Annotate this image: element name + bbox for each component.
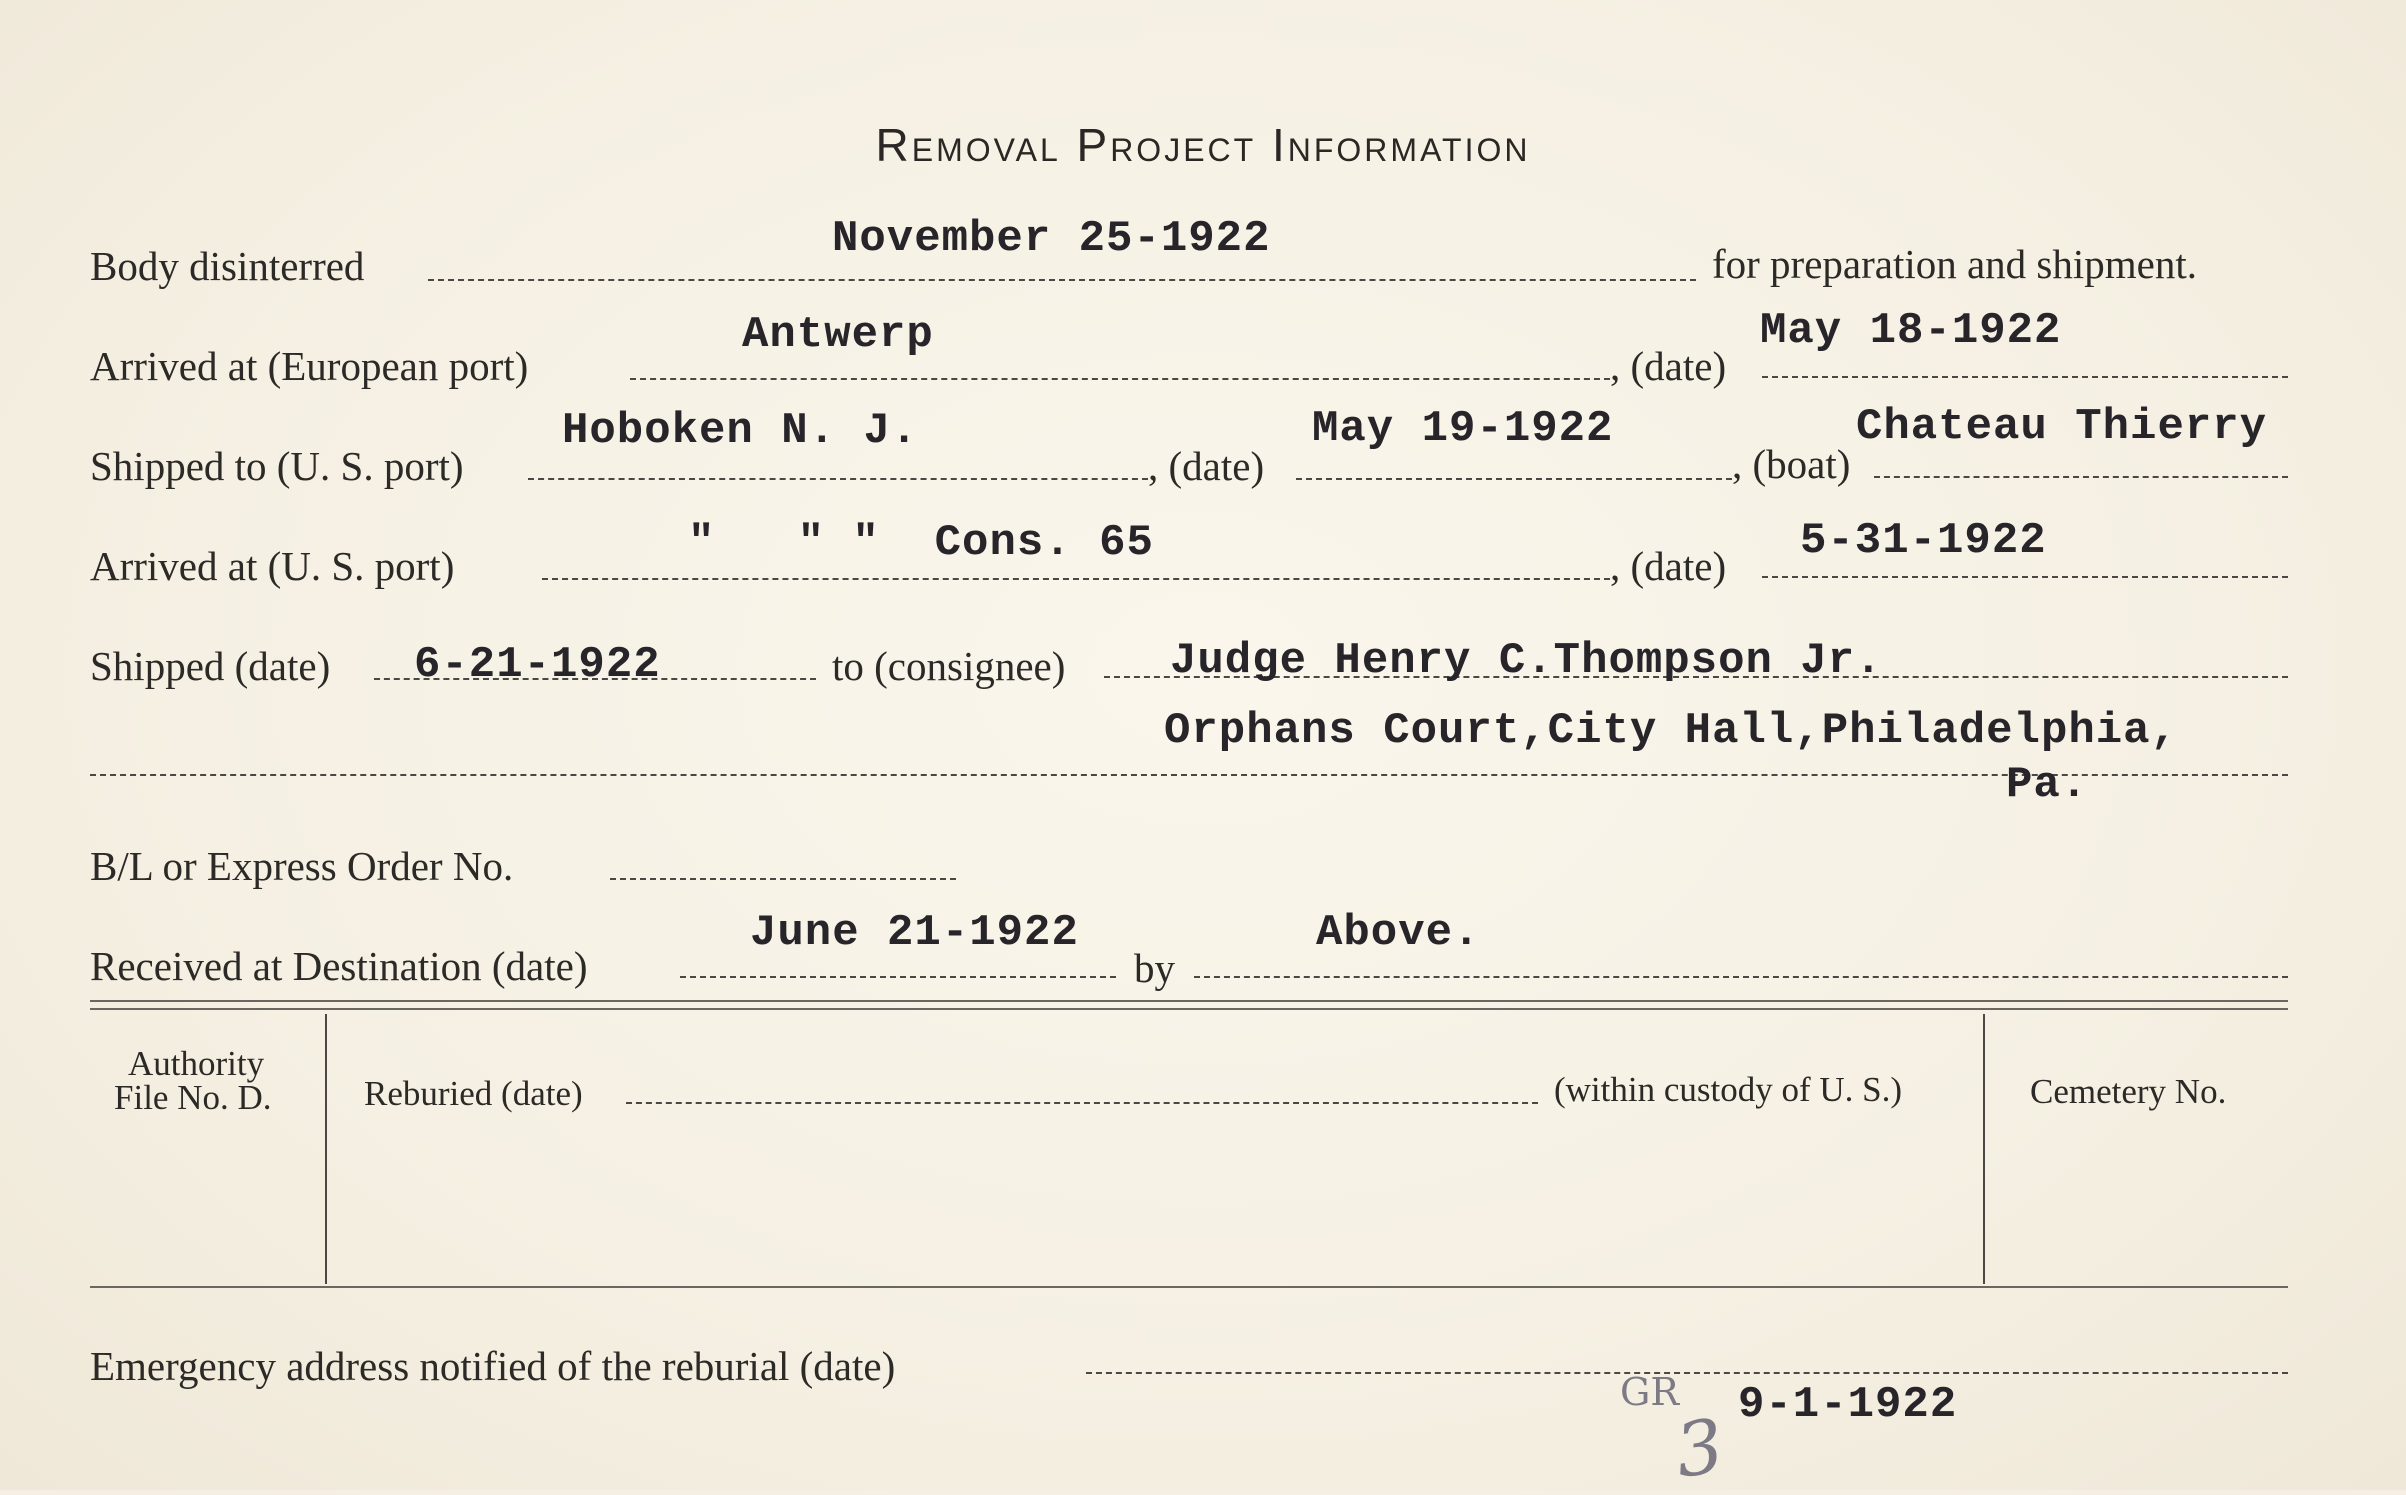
arrived-date-line [1762, 576, 2288, 578]
table-divider-left [325, 1014, 327, 1284]
euro-date-line [1762, 376, 2288, 378]
boat-value: Chateau Thierry [1856, 402, 2268, 452]
received-label: Received at Destination (date) [90, 943, 588, 989]
us-port-label: Shipped to (U. S. port) [90, 443, 464, 489]
us-port-value: Hoboken N. J. [562, 406, 919, 456]
bl-line [610, 878, 956, 880]
cemetery-label: Cemetery No. [2030, 1072, 2227, 1111]
boat-label: , (boat) [1732, 441, 1851, 487]
arrived-date-value: 5-31-1922 [1800, 516, 2047, 566]
received-by-line [1194, 976, 2288, 978]
emergency-line [1086, 1372, 2288, 1374]
emergency-date-value: 9-1-1922 [1738, 1380, 1958, 1430]
reburied-label: Reburied (date) [364, 1074, 583, 1113]
euro-port-value: Antwerp [742, 310, 934, 360]
bl-label: B/L or Express Order No. [90, 843, 514, 889]
arrived-us-value: " " " Cons. 65 [688, 518, 1154, 568]
us-port-line [528, 478, 1148, 480]
custody-label: (within custody of U. S.) [1554, 1070, 1903, 1109]
ship-date-label: , (date) [1148, 443, 1265, 489]
euro-date-value: May 18-1922 [1760, 306, 2062, 356]
euro-date-label: , (date) [1610, 343, 1727, 389]
received-by-value: Above. [1316, 908, 1481, 958]
consignee-address: Orphans Court,City Hall,Philadelphia, [1164, 706, 2178, 756]
boat-line [1874, 476, 2288, 478]
arrived-date-label: , (date) [1610, 543, 1727, 589]
emergency-label: Emergency address notified of the reburial (date) [90, 1343, 896, 1389]
consignee-label: to (consignee) [832, 643, 1066, 689]
table-divider-right [1983, 1014, 1985, 1284]
received-date-value: June 21-1922 [750, 908, 1079, 958]
handwritten-mark: 3 [1670, 1403, 1729, 1495]
shipped-date-label: Shipped (date) [90, 643, 331, 689]
disinterred-value: November 25-1922 [832, 214, 1271, 264]
received-by-label: by [1134, 945, 1175, 991]
disinterred-label: Body disinterred [90, 243, 365, 289]
address-line [90, 774, 2288, 776]
disinterred-line [428, 279, 1696, 281]
gr-stamp: GR [1620, 1370, 1679, 1414]
arrived-us-line [542, 578, 1610, 580]
page-title: Removal Project Information [875, 119, 1531, 171]
table-top-rule [90, 1000, 2288, 1002]
authority-label: Authority [128, 1044, 265, 1083]
consignee-name: Judge Henry C.Thompson Jr. [1170, 636, 1883, 686]
ship-date-line [1296, 478, 1732, 480]
shipped-date-value: 6-21-1922 [414, 640, 661, 690]
disinterred-suffix: for preparation and shipment. [1712, 241, 2198, 287]
ship-date-value: May 19-1922 [1312, 404, 1614, 454]
table-bottom-rule [90, 1286, 2288, 1288]
arrived-us-label: Arrived at (U. S. port) [90, 543, 455, 589]
consignee-state: Pa. [2006, 760, 2089, 810]
reburied-line [626, 1102, 1538, 1104]
euro-port-label: Arrived at (European port) [90, 343, 529, 389]
table-top-rule-2 [90, 1008, 2288, 1010]
received-date-line [680, 976, 1116, 978]
file-no-label: File No. D. [114, 1078, 272, 1117]
euro-port-line [630, 378, 1610, 380]
